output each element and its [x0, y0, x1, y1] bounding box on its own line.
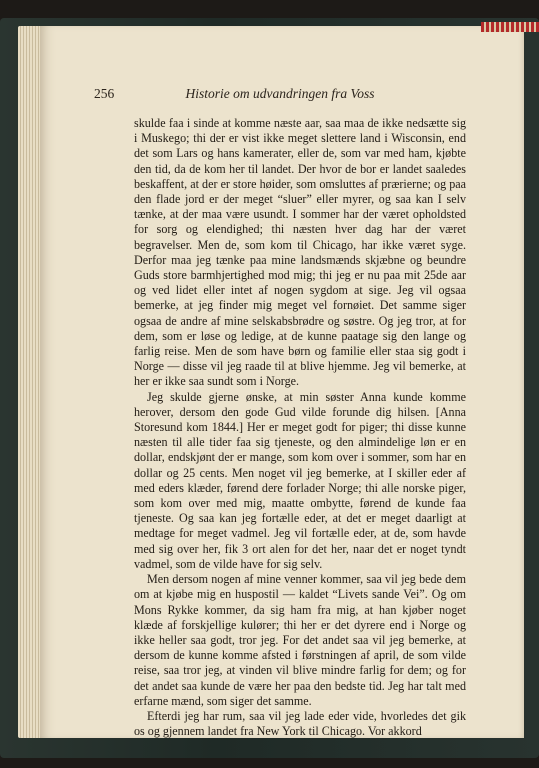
bookmark-edge [481, 22, 539, 32]
page-edges [18, 26, 42, 738]
running-title: Historie om udvandringen fra Voss [185, 86, 375, 101]
paragraph: Efterdi jeg har rum, saa vil jeg lade eder vide, hvorledes det gik os og gjennem landet fra New York til Chicago. Vor akkord [134, 708, 466, 739]
body-text [134, 116, 466, 739]
paragraph: Men dersom nogen af mine venner kommer, saa vil jeg bede dem om at kjøbe mig en huspostil — kaldet “Livets sande Vei”. Og om Mons Rykke kommer, da sig ham fra mig, at han kjøber noget klæde af forskjellige kulører; thi her er det dyrere end i Norge og ikke heller saa godt, tror jeg. For det andet saa vil jeg bemerke, at dersom de kunne komme afsted i førstningen af april, de som vilde reise, saa tror jeg, at vinden vil blive mindre farlig for dem; og for det andet saa kunde de være her paa den bedste tid. Jeg har talt med erfarne mænd, som siger det samme. [134, 572, 466, 708]
page-number: 256 [94, 86, 115, 101]
paragraph: skulde faa i sinde at komme næste aar, saa maa de ikke nedsætte sig i Muskego; thi der er vist ikke meget slettere land i Wisconsin, end det som Lars og hans kamerater, eller de, som var med ham, kjøbte den tid, da de kom her til landet. Der hvor de bor er landet saaledes beskaffent, at der er store høider, som omsluttes af prærierne; og paa den flade jord er der meget “sluer” eller myrer, og saa kan I selv tænke, at der maa være usundt. I sommer har der været opholdsted for sorg og elendighed; thi næsten hver dag har der været begravelser. Men de, som kom til Chicago, har ikke været syge. Derfor maa jeg tænke paa mine landsmænds skjæbne og beundre Guds store barmhjertighed mod mig; thi jeg er nu paa mit 25de aar og ved lidet eller intet af nogen sygdom at sige. Jeg vil ogsaa bemerke, at jeg finder mig meget vel fornøiet. Det samme siger ogsaa de andre af mine selskabsbrødre og søstre. Og jeg tror, at for dem, som er løse og ledige, at de kunne paatage sig den lange og farlig reise. Men de som have børn og familie eller staa sig godt i Norge — disse vil jeg raade til at blive hjemme. Jeg vil bemerke, at her er ikke saa sundt som i Norge. [134, 116, 466, 389]
page-header [94, 86, 466, 104]
paragraph: Jeg skulde gjerne ønske, at min søster Anna kunde komme herover, dersom den gode Gud vilde forunde dig hilsen. [Anna Storesund kom 1844.] Her er meget godt for piger; thi disse kunne næsten til alle tider faa sig tjeneste, og den almindelige løn er en dollar, endskjønt der er mange, som kom over i sommer, som har en dollar og 25 cents. Men noget vil jeg bemerke, at I skiller eder af med eders klæder, førend dere forlader Norge; thi alle norske piger, som kom over med mig, maatte ombytte, førend de kunde faa tjeneste. Og saa kan jeg fortælle eder, at det er meget daarligt at medtage for meget vadmel. Jeg vil fortælle eder, at de, som havde med sig over her, fik 3 ort alen for det her, naar det er noget tyndt vadmel, som de vilde have for sig selv. [134, 389, 466, 571]
